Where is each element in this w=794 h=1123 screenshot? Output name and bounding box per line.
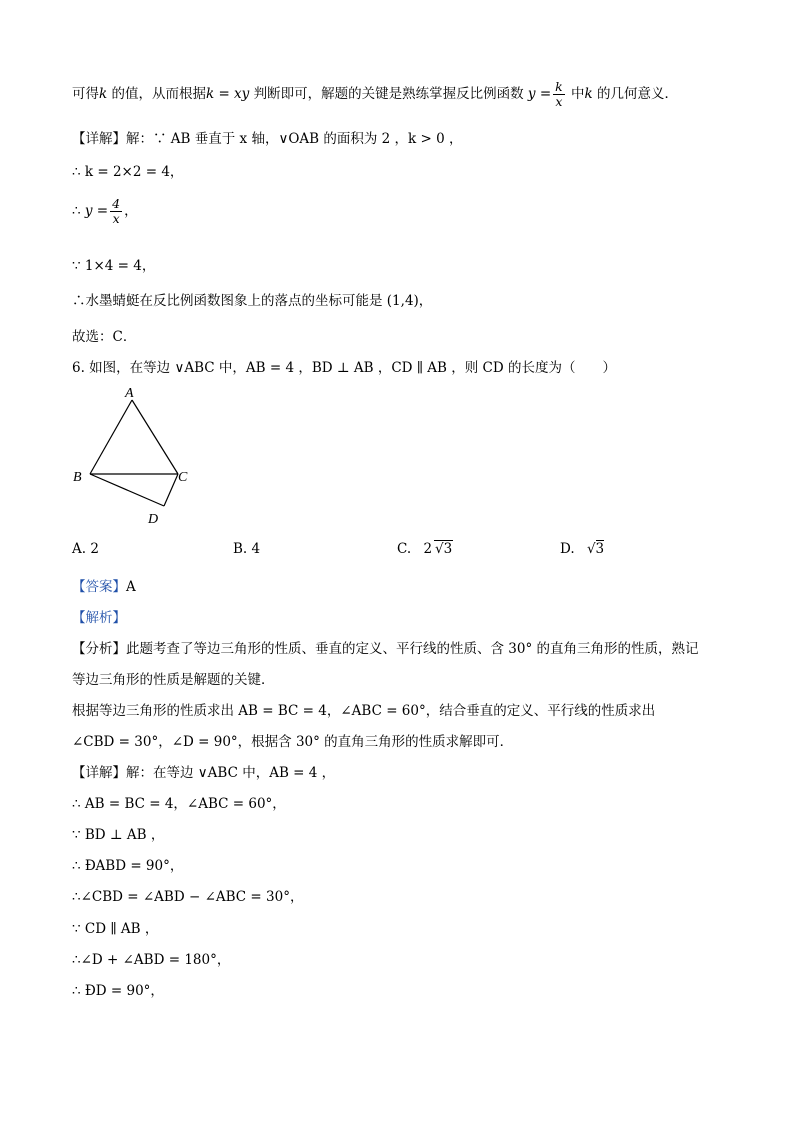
- solution-step-6: ∴∠D + ∠ABD = 180°，: [72, 952, 231, 968]
- solution-step-2: ∵ BD ⊥ AB ，: [72, 827, 165, 843]
- xiangjie-line: 【详解】解：在等边 ∨ABC 中，AB = 4 ，: [72, 765, 336, 781]
- segment-bd: [90, 474, 164, 506]
- triangle-figure: [66, 384, 196, 530]
- solution-step-7: ∴ ÐD = 90°，: [72, 983, 164, 999]
- answer-tag: 【答案】: [72, 579, 126, 595]
- solution-step-5: ∵ CD ∥ AB ，: [72, 921, 159, 937]
- prev-step-2: ∴ y = $\frac{4}{x}$ ，: [72, 196, 138, 226]
- prev-step-4: ∴水墨蜻蜓在反比例函数图象上的落点的坐标可能是 (1,4)，: [72, 293, 433, 309]
- prev-step-1: ∴ k = 2×2 = 4，: [72, 164, 184, 180]
- fenxi-line-1: 【分析】此题考查了等边三角形的性质、垂直的定义、平行线的性质、含 30° 的直角三角形的性质，熟记: [72, 641, 699, 657]
- label-c: C: [178, 470, 188, 485]
- prev-detail-line: 【详解】解：∵ AB 垂直于 x 轴，∨OAB 的面积为 2 ，k > 0 ，: [72, 131, 463, 147]
- solution-step-4: ∴∠CBD = ∠ABD − ∠ABC = 30°，: [72, 889, 304, 905]
- prev-step-3: ∵ 1×4 = 4，: [72, 258, 156, 274]
- fenxi-line-2: 等边三角形的性质是解题的关键．: [72, 672, 275, 688]
- analysis-tag: 【解析】: [72, 610, 126, 626]
- label-d: D: [148, 512, 159, 527]
- solution-step-3: ∴ ÐABD = 90°，: [72, 858, 184, 874]
- prev-solution-line1: 可得k 的值，从而根据k = xy 判断即可，解题的关键是熟练掌握反比例函数 y = $\frac{k}{x}$ 中k 的几何意义．: [72, 79, 678, 109]
- sqrt-3-d: √3: [586, 541, 605, 557]
- option-d[interactable]: D. √3: [560, 541, 605, 557]
- label-a: A: [125, 386, 134, 401]
- prev-choice: 故选：C．: [72, 329, 137, 345]
- answer-line: [72, 577, 136, 597]
- answer-value: A: [126, 579, 136, 595]
- segment-cd: [164, 474, 178, 506]
- option-c[interactable]: C. 2 √3: [397, 541, 453, 557]
- segment-ac: [132, 400, 178, 474]
- label-b: B: [73, 470, 82, 485]
- option-b[interactable]: B. 4: [233, 541, 261, 557]
- sqrt-3-c: √3: [435, 541, 453, 557]
- fraction-4-over-x: $\frac{4}{x}$: [112, 196, 121, 226]
- fenxi-line-3: 根据等边三角形的性质求出 AB = BC = 4，∠ABC = 60°，结合垂直的定义、平行线的性质求出: [72, 703, 656, 719]
- fenxi-line-4: ∠CBD = 30°，∠D = 90°，根据含 30° 的直角三角形的性质求解即可．: [72, 734, 514, 750]
- question-6-text: 6. 如图，在等边 ∨ABC 中，AB = 4 ，BD ⊥ AB ，CD ∥ AB ，则 CD 的长度为（ ）: [72, 360, 616, 376]
- option-a[interactable]: A. 2: [72, 541, 99, 557]
- segment-ab: [90, 400, 132, 474]
- solution-step-1: ∴ AB = BC = 4，∠ABC = 60°，: [72, 796, 286, 812]
- fraction-k-over-x: $\frac{k}{x}$: [555, 79, 563, 109]
